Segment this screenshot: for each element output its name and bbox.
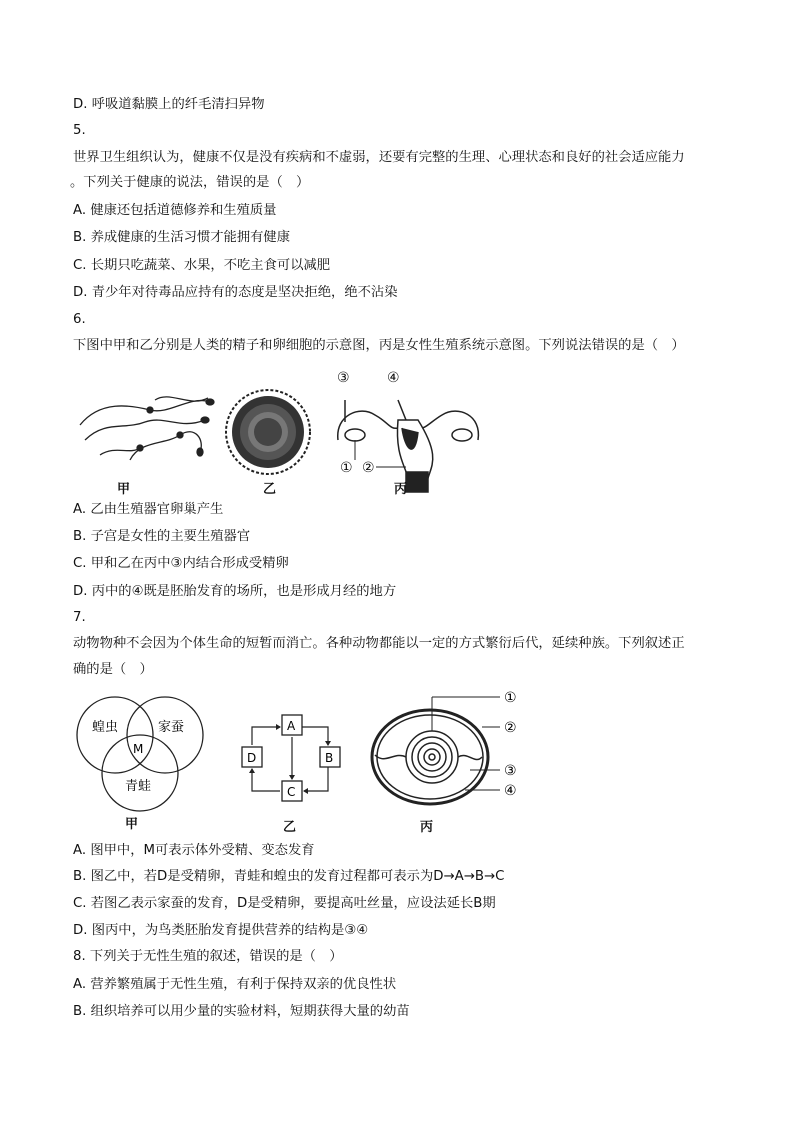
marker-2: ② [362,460,375,476]
caption-yi-q6: 乙 [263,482,277,497]
egg-marker-2: ② [504,720,517,736]
sperm-illustration [80,397,214,460]
figure-q7-drawing [70,685,530,835]
question-5-number: 5. [73,123,86,138]
marker-4: ④ [387,370,400,386]
q5-option-a: A. 健康还包括道德修养和生殖质量 [73,203,277,218]
question-5-stem-cont: 。下列关于健康的说法，错误的是（ ） [70,175,310,190]
question-8-stem: 8. 下列关于无性生殖的叙述，错误的是（ ） [73,949,343,964]
caption-bing-q6: 丙 [394,482,408,497]
venn-label-silkworm: 家蚕 [158,720,185,735]
egg-marker-4: ④ [504,783,517,799]
egg-cell-illustration [226,390,310,474]
q6-option-d: D. 丙中的④既是胚胎发育的场所，也是形成月经的地方 [73,584,397,599]
q5-option-b: B. 养成健康的生活习惯才能拥有健康 [73,230,291,245]
question-5-stem: 世界卫生组织认为，健康不仅是没有疾病和不虚弱，还要有完整的生理、心理状态和良好的社会适应能力 [73,150,685,165]
marker-1: ① [340,460,353,476]
box-b: B [325,751,334,765]
venn-label-locust: 蝗虫 [92,720,119,735]
q6-option-a: A. 乙由生殖器官卵巢产生 [73,502,224,517]
figure-q7 [70,685,530,835]
q6-option-b: B. 子宫是女性的主要生殖器官 [73,529,251,544]
q8-option-b: B. 组织培养可以用少量的实验材料，短期获得大量的幼苗 [73,1004,410,1019]
female-reproductive-system [338,400,479,492]
question-7-stem-cont: 确的是（ ） [73,662,153,677]
caption-jia-q6: 甲 [117,482,131,497]
question-7-stem: 动物物种不会因为个体生命的短暂而消亡。各种动物都能以一定的方式繁衍后代，延续种族。下列叙述正 [73,636,685,651]
box-c: C [287,785,296,799]
question-7-number: 7. [73,610,86,625]
caption-yi-q7: 乙 [283,820,297,835]
figure-q6 [70,360,490,495]
marker-3: ③ [337,370,350,386]
option-d-q4: D. 呼吸道黏膜上的纤毛清扫异物 [73,97,265,112]
q6-option-c: C. 甲和乙在丙中③内结合形成受精卵 [73,556,289,571]
q7-option-a: A. 图甲中，M可表示体外受精、变态发育 [73,843,315,858]
venn-label-m: M [133,742,144,756]
venn-label-frog: 青蛙 [125,779,152,794]
question-6-stem: 下图中甲和乙分别是人类的精子和卵细胞的示意图，丙是女性生殖系统示意图。下列说法错误的是（ ） [73,338,685,353]
question-6-number: 6. [73,312,86,327]
box-a: A [287,719,296,733]
q8-option-a: A. 营养繁殖属于无性生殖，有利于保持双亲的优良性状 [73,977,397,992]
q5-option-c: C. 长期只吃蔬菜、水果，不吃主食可以减肥 [73,258,331,273]
caption-bing-q7: 丙 [420,820,434,835]
figure-q6-drawing [70,360,490,495]
egg-marker-1: ① [504,690,517,706]
box-d: D [247,751,257,765]
q5-option-d: D. 青少年对待毒品应持有的态度是坚决拒绝，绝不沾染 [73,285,398,300]
q7-option-c: C. 若图乙表示家蚕的发育，D是受精卵，要提高吐丝量，应设法延长B期 [73,896,496,911]
caption-jia-q7: 甲 [125,817,139,832]
egg-marker-3: ③ [504,763,517,779]
q7-option-d: D. 图丙中，为鸟类胚胎发育提供营养的结构是③④ [73,923,369,938]
q7-option-b: B. 图乙中，若D是受精卵，青蛙和蝗虫的发育过程都可表示为D→A→B→C [73,869,505,884]
